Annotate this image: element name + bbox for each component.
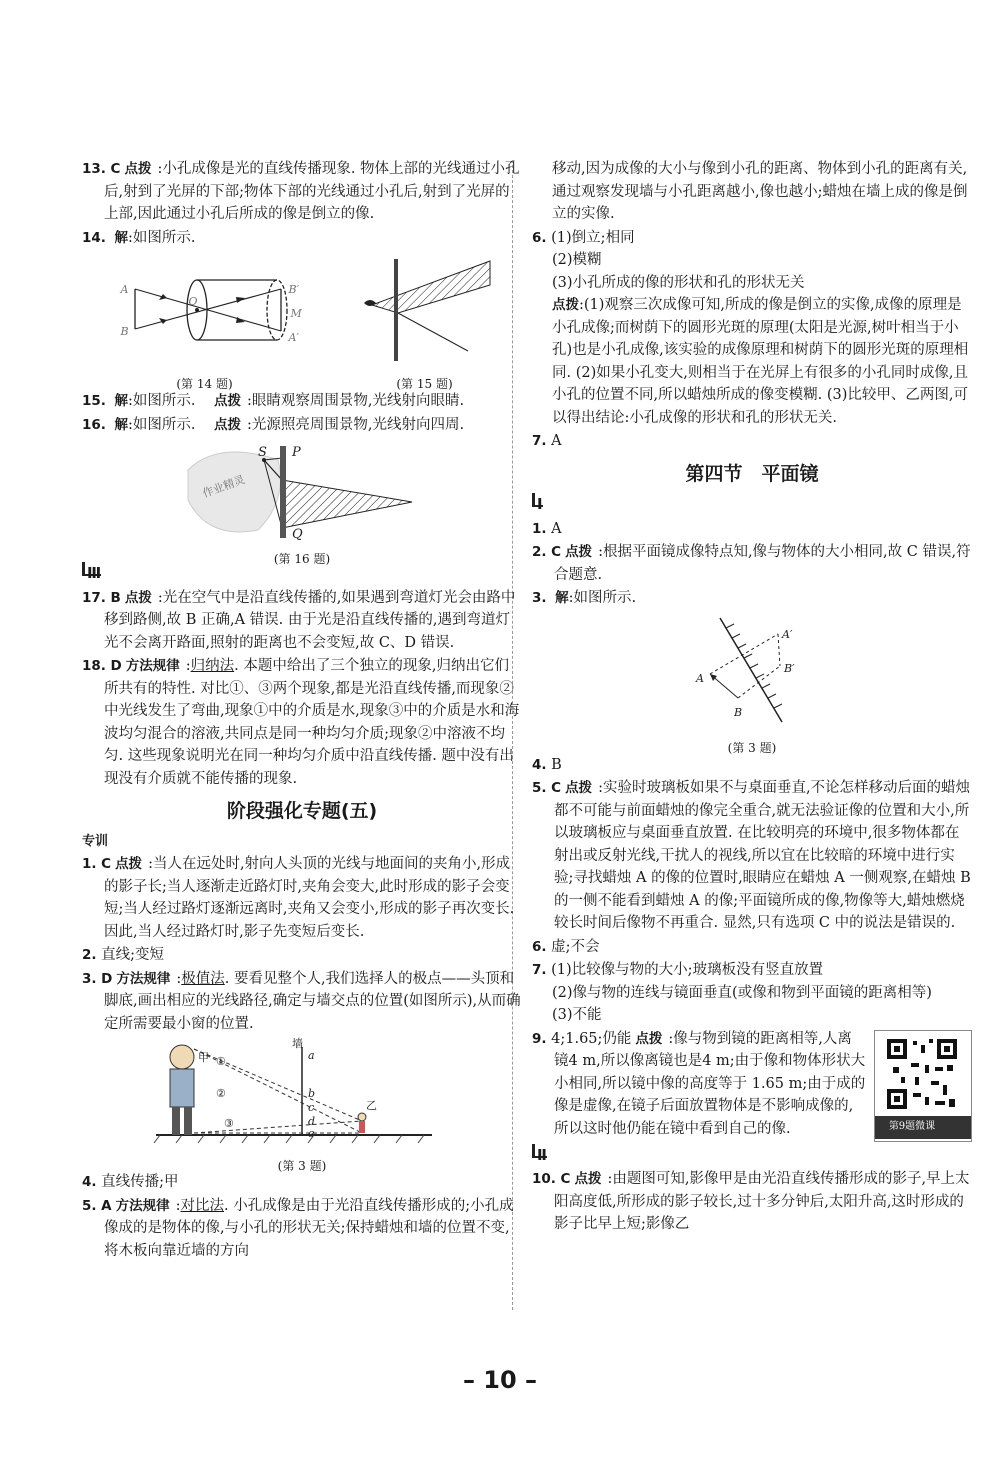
label-B-prime: B′ bbox=[784, 661, 795, 675]
label-b: b bbox=[308, 1087, 316, 1100]
answer-17: 17. B 点拨 :光在空气中是沿直线传播的,如果遇到弯道灯光会由路中移到路侧,故 B 正确,A 错误. 由于光是沿直线传播的,遇到弯道灯光不会离开路面,照射的距离也不会变短,故 C、D 错误. bbox=[82, 589, 516, 651]
caption-p3: (第 3 题) bbox=[727, 741, 777, 755]
right-column bbox=[532, 158, 972, 1237]
pinhole-camera-diagram bbox=[105, 255, 305, 365]
answer-p6: 6. 虚;不会 bbox=[532, 938, 600, 955]
answer-15: 15. 解:如图所示. 点拨 :眼睛观察周围景物,光线射向眼睛. bbox=[82, 393, 465, 409]
label-S: S bbox=[258, 445, 267, 460]
caption-15: (第 15 题) bbox=[396, 376, 453, 391]
label-B: B bbox=[120, 325, 129, 338]
answer-p5: 5. C 点拨 :实验时玻璃板如果不与桌面垂直,不论怎样移动后面的蜡烛都不可能与前面蜡烛的像完全重合,就无法验证像的位置和大小,所以玻璃板应与桌面垂直放置. 在比较明亮的环境中,很多物体都在射出或反射光线,干扰人的视线,所以宜在比较暗的环境中进行实验;寻找蜡烛 A 的像的位置时,眼睛应在蜡烛 A 一侧观察,在蜡烛 B 的一侧不能看到蜡烛 A 的像;平面镜所成的像,物像等大,蜡烛燃烧较长时间后像物不再重合. 显然,只有选项 C 中的说法是错误的. bbox=[532, 780, 971, 931]
level-marker-3: Ⅲ bbox=[82, 562, 522, 585]
label-jia: 甲 bbox=[198, 1051, 209, 1064]
answer-14: 14. 解:如图所示. bbox=[82, 229, 196, 246]
label-circle-1: ① bbox=[216, 1055, 226, 1068]
page-number: – 10 – bbox=[462, 1366, 538, 1394]
watermark-stamp: 作业精灵 bbox=[200, 472, 247, 501]
answer-p10: 10. C 点拨 :由题图可知,影像甲是由光沿直线传播形成的影子,早上太阳高度低,所形成的影子较长,过十多分钟后,太阳升高,这时形成的影子比早上短;影像乙 bbox=[532, 1171, 970, 1232]
level-marker-2: Ⅱ bbox=[532, 1144, 972, 1167]
label-circle-2: ② bbox=[216, 1087, 226, 1100]
caption-16: (第 16 题) bbox=[273, 551, 331, 566]
figures-14-15 bbox=[82, 255, 522, 390]
label-d: d bbox=[308, 1115, 316, 1128]
label-c: c bbox=[308, 1101, 315, 1114]
answer-s2: 2. 直线;变短 bbox=[82, 947, 165, 963]
label-A: A bbox=[696, 671, 704, 685]
level-marker-1: Ⅰ bbox=[532, 493, 972, 516]
label-circle-3: ③ bbox=[224, 1117, 234, 1130]
label-B-prime: B′ bbox=[288, 283, 300, 296]
label-wall: 墙 bbox=[292, 1037, 303, 1050]
answer-16: 16. 解:如图所示. 点拨 :光源照亮周围景物,光线射向四周. bbox=[82, 416, 465, 433]
label-e: e bbox=[308, 1127, 315, 1140]
answer-p1: 1. A bbox=[532, 520, 562, 537]
qr-caption: 第9题微课 bbox=[875, 1116, 971, 1139]
figure-16 bbox=[182, 440, 422, 566]
section-title-plane-mirror: 第四节 平面镜 bbox=[685, 462, 819, 485]
section-title-stage5: 阶段强化专题(五) bbox=[226, 800, 378, 822]
label-Q: Q bbox=[292, 527, 303, 542]
left-column bbox=[82, 158, 522, 1263]
qr-code[interactable] bbox=[874, 1030, 972, 1142]
label-O: O bbox=[188, 295, 198, 308]
answer-p9: 第9题微课 9. 4;1.65;仍能 点拨 :像与物到镜的距离相等,人离镜4 m,所以像离镜也是4 m;由于像和物体形状大小相同,所以镜中像的高度等于 1.65 m;由于成的像是虚像,在镜子后面放置物体是不影响成像的,所以这时他仍能在镜中看到自己的像. bbox=[532, 1028, 972, 1141]
figure-15 bbox=[350, 255, 500, 390]
answer-p2: 2. C 点拨 :根据平面镜成像特点知,像与物体的大小相同,故 C 错误,符合题意. bbox=[532, 544, 971, 583]
figure-p3 bbox=[682, 614, 822, 755]
label-A-prime: A′ bbox=[782, 627, 793, 641]
answer-s6: 6. (1)倒立;相同 (2)模糊 (3)小孔所成的像的形状和孔的形状无关 点拨:(1)观察三次成像可知,所成的像是倒立的实像,成像的原理是小孔成像;而树荫下的圆形光斑的原理(太阳是光源,树叶相当于小孔)也是小孔成像,该实验的成像原理和树荫下的圆形光斑的原理相同. (2)如果小孔变大,则相当于在光屏上有很多的小孔同时成像,且小孔的位置不同,所以蜡烛所成的像变模糊. (3)比较甲、乙两图,可以得出结论:小孔成像的形状和孔的形状无关. bbox=[532, 229, 969, 426]
subheading-special-training: 专训 bbox=[82, 833, 109, 849]
eye-view-diagram bbox=[350, 255, 500, 365]
answer-s1: 1. C 点拨 :当人在远处时,射向人头顶的光线与地面间的夹角小,形成的影子长;当人逐渐走近路灯时,夹角会变大,此时形成的影子会变短;当人经过路灯逐渐远离时,夹角又会变小,形成的影子再次变长. 因此,当人经过路灯时,影子先变短后变长. bbox=[82, 856, 515, 940]
answer-18: 18. D 方法规律 :归纳法. 本题中给出了三个独立的现象,归纳出它们所共有的特性. 对比①、③两个现象,都是光沿直线传播,而现象②中光线发生了弯曲,现象①中的介质是水,现象③中的介质是水和海波均匀混合的溶液,共同点是同一种均匀介质;现象②中溶液不均匀. 这些现象说明光在同一种均匀介质中沿直线传播. 题中没有出现没有介质就不能传播的现象. bbox=[82, 658, 520, 787]
qr-code-icon bbox=[885, 1037, 959, 1111]
caption-14: (第 14 题) bbox=[176, 376, 233, 391]
answer-s5-continued: 移动,因为成像的大小与像到小孔的距离、物体到小孔的距离有关,通过观察发现墙与小孔距离越小,像也越小;蜡烛在墙上成的像是倒立的实像. bbox=[552, 161, 968, 222]
caption-s3: (第 3 题) bbox=[277, 1158, 327, 1173]
answer-p7: 7. (1)比较像与物的大小;玻璃板没有竖直放置 (2)像与物的连线与镜面垂直(或像和物到平面镜的距离相等) (3)不能 bbox=[532, 962, 932, 1023]
label-M: M bbox=[290, 307, 302, 320]
answer-13: 13. C 点拨 :小孔成像是光的直线传播现象. 物体上部的光线通过小孔后,射到了光屏的下部;物体下部的光线通过小孔后,射到了光屏的上部,因此通过小孔后所成的像是倒立的像. bbox=[82, 161, 520, 222]
answer-s7: 7. A bbox=[532, 433, 562, 449]
figure-s3 bbox=[152, 1037, 452, 1173]
answer-p3: 3. 解:如图所示. bbox=[532, 590, 637, 606]
answer-s3: 3. D 方法规律 :极值法. 要看见整个人,我们选择人的极点——头顶和脚底,画出相应的光线路径,确定与墙交点的位置(如图所示),从而确定所需要最小窗的位置. bbox=[82, 970, 521, 1032]
label-a: a bbox=[308, 1049, 315, 1062]
label-yi: 乙 bbox=[366, 1099, 377, 1112]
label-B: B bbox=[734, 705, 743, 719]
figure-14 bbox=[105, 255, 305, 390]
label-A-prime: A′ bbox=[288, 331, 299, 344]
answer-s4: 4. 直线传播;甲 bbox=[82, 1174, 179, 1190]
answer-s5: 5. A 方法规律 :对比法. 小孔成像是由于光沿直线传播形成的;小孔成像成的是物体的像,与小孔的形状无关;保持蜡烛和墙的位置不变,将木板向靠近墙的方向 bbox=[82, 1197, 514, 1259]
label-P: P bbox=[292, 445, 301, 460]
label-A: A bbox=[120, 283, 129, 296]
answer-p4: 4. B bbox=[532, 756, 562, 773]
